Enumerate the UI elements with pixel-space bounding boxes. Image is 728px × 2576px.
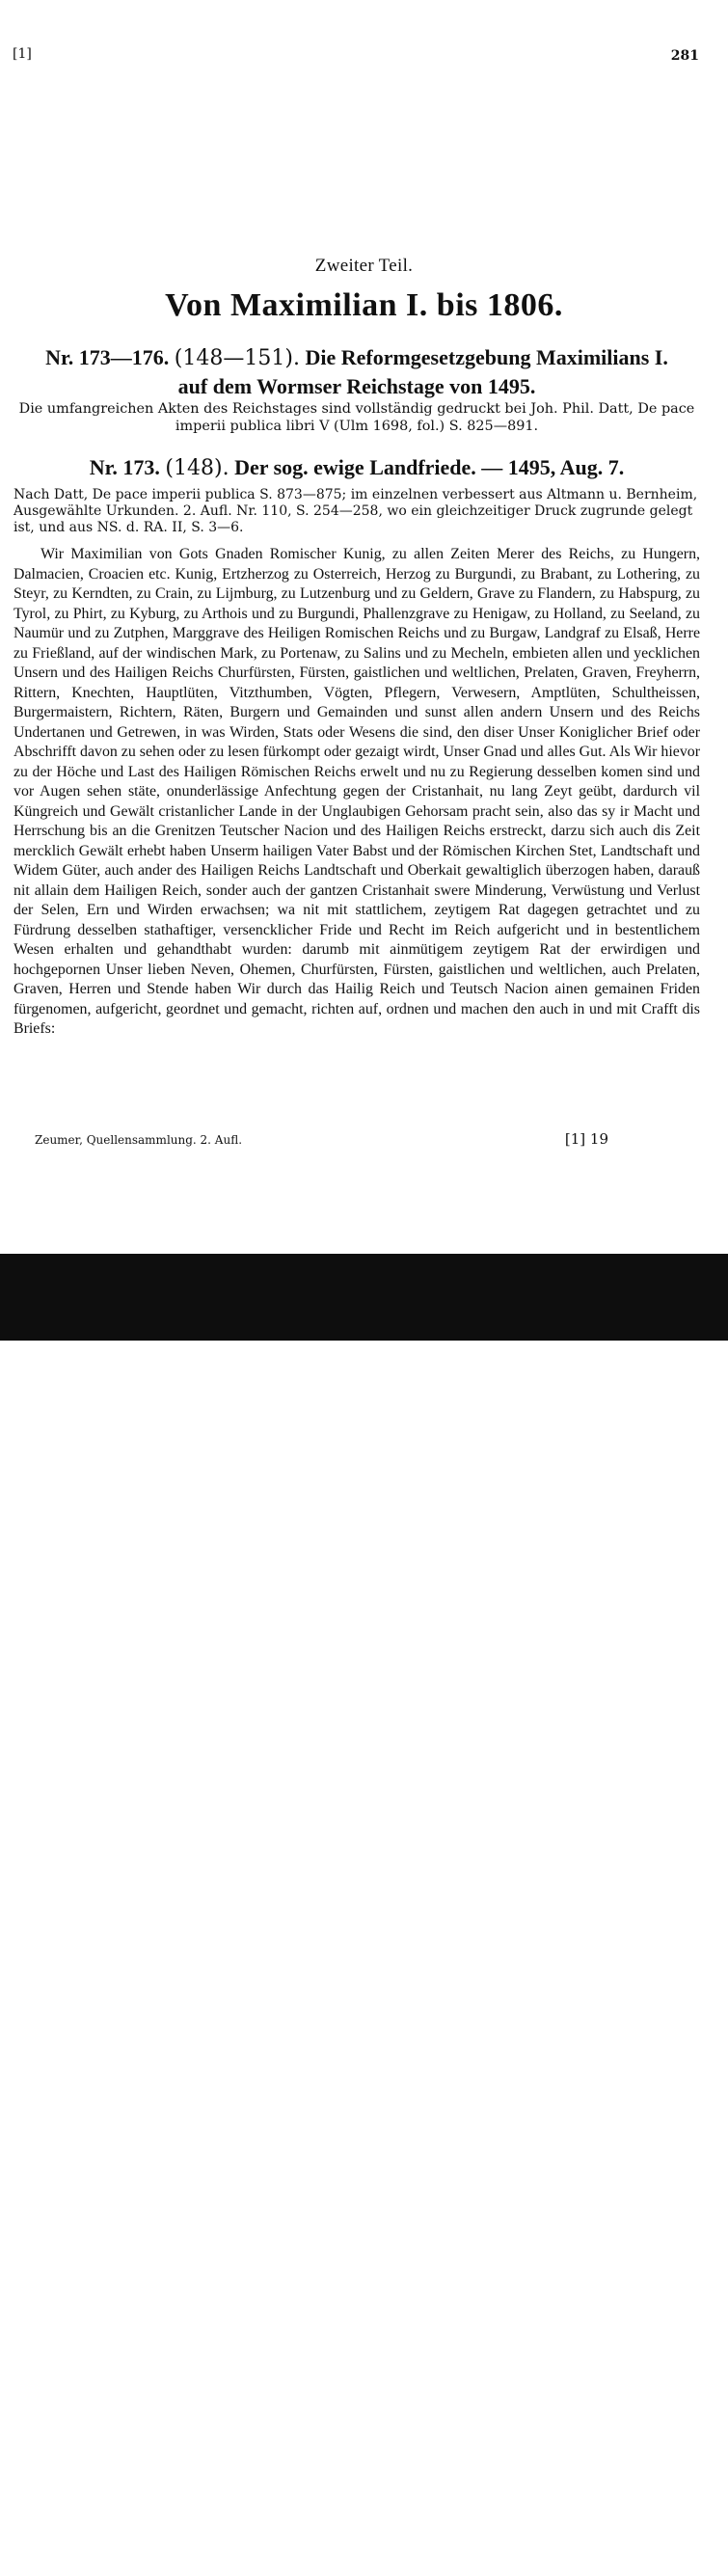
image-id: W83GTC [640,2529,709,2547]
heading2-title: Der sog. ewige Landfriede. — 1495, Aug. 7. [234,455,625,479]
heading-alt-number: (148—151). [174,346,300,370]
page-marker: [1] [13,46,32,62]
page-number: 281 [670,48,699,64]
heading2-alt-number: (148). [165,456,229,480]
alamy-logo: alamy [21,2524,148,2568]
heading2-number: Nr. 173. [89,455,160,479]
part-title: Zweiter Teil. [314,256,414,276]
body-paragraph: Wir Maximilian von Gots Gnaden Romischer Kunig, zu allen Zeiten Merer des Reichs, zu Hungern, Dalmacien, Croacien etc. Kunig, Ertzherzog zu Osterreich, Herzog zu Burgundi, zu Brabant, zu Lothering, zu Steyr, zu Kerndten, zu Crain, zu Lijmburg, zu Lutzenburg und zu Geldern, Grave zu Flandern, zu Habspurg, zu Tyrol, zu Phirt, zu Kyburg, zu Arthois und zu Burgundi, Phallenzgrave zu Henigaw, zu Holland, zu Seeland, zu Naumür und zu Zutphen, Marggrave des Heiligen Romischen Reichs und zu Burgaw, Landgraf zu Elsaß, Herre zu Frießland, auf der windischen Mark, zu Portenaw, zu Salins und zu Mecheln, embieten allen und yecklichen Unsern und des Hailigen Reichs Churfürsten, Fürsten, gaistlichen und weltlichen, Prelaten, Graven, Freyherrn, Rittern, Knechten, Hauptlüten, Vitzthumben, Vögten, Pflegern, Verwesern, Amptlüten, Schultheissen, Burgermaistern, Richtern, Räten, Burgern und Gemainden und sunst allen andern Unsern und des Reichs Undertanen und Getrewen, in was Wirden, Stats oder Wesens die sind, den diser Unser Koniglicher Brief oder Abschrifft davon zu sehen oder zu lesen fürkompt oder gezaigt wirdt, Unser Gnad und alles Gut. Als Wir hievor zu der Höche und Last des Hailigen Römischen Reichs erwelt und nu zu Regierung desselben komen sind und vor Augen sehen stäte, onunderlässige Anfechtung gegen der Cristanhait, nu lang Zeyt geübt, dardurch vil Küngreich und Gewält cristanlicher Lande in der Unglaubigen Gehorsam pracht sein, also das sy ir Macht und Herrschung bis an die Grenitzen Teutscher Nacion und des Hailigen Reichs erstreckt, darzu sich auch dis Zeit mercklich Gewält erhebt haben Unserm hailigen Vater Babst und der Römischen Kirchen Stet, Landtschaft und Widem Güter, auch ander des Hailigen Reichs Landtschaft und Oberkait gewaltiglich überzogen haben, darauß nit allain dem Hailigen Reich, sonder auch der gantzen Cristanhait swere Minderung, Verwüstung und Verlust der Selen, Ern und Wirden erwachsen; wa nit mit stattlichem, zeytigem Rat dagegen getrachtet und zu Fürdrung desselben stathaftiger, versencklicher Fride und Recht im Reich aufgericht und in bestentlichem Wesen erhalten und gehandthabt wurden: darumb mit ainmütigem zeytigem Rat der erwirdigen und hochgepornen Unser lieben Neven, Ohemen, Churfürsten, Fürsten, gaistlichen und weltlichen, auch Prelaten, Graven, Herren und Stende haben Wir durch das Hailig Reich und Teutsch Nacion ainen gemainen Friden fürgenomen, aufgericht, geordnet und gemacht, richten auf, ordnen und machen den auch in und mit Crafft dis Briefs: [13,546,700,1037]
heading-title-line2: auf dem Wormser Reichstage von 1495. [177,374,536,398]
footer-source: Zeumer, Quellensammlung. 2. Aufl. [35,1133,243,1147]
section-title: Von Maximilian I. bis 1806. [165,287,563,323]
source-note-document: Nach Datt, De pace imperii publica S. 873—875; im einzelnen verbessert aus Altmann u. Bernheim, Ausgewählte Urkunden. 2. Aufl. Nr. 110, S. 254—258, wo ein gleichzeitiger Druck zugrunde gelegt ist, und aus NS. d. RA. II, S. 3—6. [13,487,698,535]
document-body [13,545,700,1040]
heading-document [13,455,700,480]
document-page [0,0,728,1254]
site-url: www.alamy.com [582,2557,709,2575]
heading-document-group [13,343,700,400]
heading-title-line1: Die Reformgesetzgebung Maximilians I. [305,345,668,369]
source-note-group: Die umfangreichen Akten des Reichstages sind vollständig gedruckt bei Joh. Phil. Datt, De pace imperii publica libri V (Ulm 1698, fol.) S. 825—891. [18,401,695,434]
watermark-banner [0,1254,728,2575]
heading-number: Nr. 173—176. [45,345,170,369]
footer-signature: [1] 19 [564,1130,608,1148]
